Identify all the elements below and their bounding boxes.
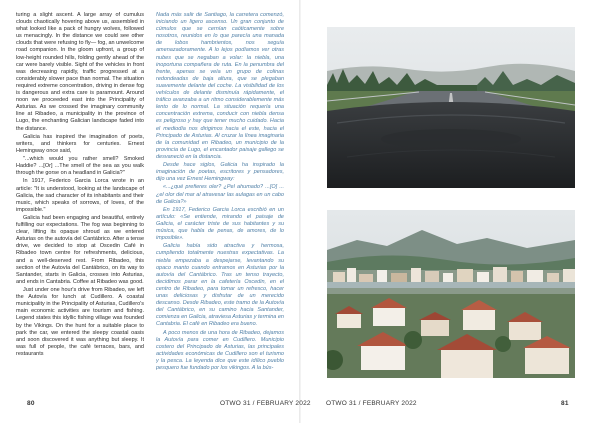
masthead-right: OTWO 31 / FEBRUARY 2022 xyxy=(326,400,417,407)
es-paragraph: En 1917, Federico Garcia Lorca escribió en un artículo: «Se entiende, mirando el paisaje de Galicia, el carácter triste de sus habitantes y su música, que habla de penas, de amores, de lo imposible». xyxy=(156,206,284,242)
photo-coastal-town-hillside xyxy=(327,210,575,378)
page-number-right: 81 xyxy=(561,400,569,407)
es-paragraph: A poco menos de una hora de Ribadeo, dejamos la Autovía para comer en Cudillero. Municipio costero del Principado de Asturias, las principales actividades económicas de Cudillero son el turismo y la pesca. La leyenda dice que este idílico pueblo pesquero fue fundado por los vikingos. A la bús- xyxy=(156,329,284,372)
en-paragraph: Galicia has inspired the imagination of poets, writers, and thinkers for centuries. Ernest Hemingway once said, xyxy=(16,133,144,154)
es-paragraph: «...¿qué prefieres oler? ¿Pel ahumado? ...[O] ...¿el olor del mar al atravesar las aulagas en un cabo de Galicia?» xyxy=(156,184,284,205)
en-paragraph: Galicia had been engaging and beautiful, entirely fulfilling our expectations. The fog was beginning to clear, lifting its opaque shroud as we entered Asturias on the autovía del Cantábrico. After a tense drive, we decided to stop at Oscedin Café in Ribadeo town centre for refreshments, delicious, and a well-deserved rest. From Ribadeo, this section of the Autovía del Cantábrico, on its way to Santander, starts in Galicia, crosses into Asturias, and ends in Cantabria. Coffee at Ribadeo was good. xyxy=(16,215,144,285)
es-paragraph: Nada más salir de Santiago, la carretera comenzó, iniciando un ligero ascenso. Un gran conjunto de cúmulos que se cernían caóticamente sobre nosotros, reunidos en lo que parecía una manada de lobos hambrientos, nos seguía amenazadoramente. A lo lejos podíamos ver otras nubes que se negaban a volar: la niebla, una inoportuna compañera de ruta. En la penumbra del frente, apenas se veía un grupo de colinas redondeadas de baja altura, que se plegaban suavemente delante del coche. La visibilidad de los vehículos de delante disminuía rápidamente, el tráfico avanzaba a un ritmo considerablemente más lento de lo normal. La situación requería una concentración extrema, conducir con niebla densa es peligroso y hay que tener mucho cuidado. Hacia el mediodía nos dirigimos hacia el este, hacia el Principado de Asturias. Al cruzar la línea imaginaria de la comunidad en Ribadeo, un municipio de la provincia de Lugo, el encantador paisaje gallego se desvaneció en la distancia. xyxy=(156,12,284,160)
masthead-left: OTWO 31 / FEBRUARY 2022 xyxy=(220,400,311,407)
es-paragraph: Desde hace siglos, Galicia ha inspirado la imaginación de poetas, escritores y pensadores, dijo una vez Ernest Hemingway: xyxy=(156,162,284,183)
page-number-left: 80 xyxy=(27,400,35,407)
en-paragraph: Just under one hour's drive from Ribadeo, we left the Autovía for lunch at Cudillero. A coastal municipality in the Principality of Asturias, Cudillero's main economic activities are tourism and fishing. Legend states this idyllic fishing village was founded by the Vikings. On the hunt for a suitable place to park the car, we entered the sleepy coastal oasis and soon discovered it was anything but sleepy. It was full of people, the café terraces, bars, and restaurants xyxy=(16,287,144,357)
es-paragraph: Galicia había sido atractiva y hermosa, cumpliendo totalmente nuestras expectativas. La niebla empezaba a despejarse, levantando su opaco manto cuando entramos en Asturias por la autovía del Cantábrico. Tras un tenso trayecto, decidimos parar en la cafetería Oscedin, en el centro de Ribadeo, para tomar un refresco, hacer unas deliciosas y disfrutar de un merecido descanso. Desde Ribadeo, este tramo de la Autovía del Cantábrico, en su camino hacia Santander, comienza en Galicia, atraviesa Asturias y termina en Cantabria. El café en Ribadeo era bueno. xyxy=(156,243,284,328)
en-paragraph: In 1917, Federico Garcia Lorca wrote in an article: "It is understood, looking at the landscape of Galicia, the sad character of its inhabitants and their music, which speaks of sorrows, of loves, of the impossible." xyxy=(16,178,144,213)
spanish-column xyxy=(156,12,284,398)
page-gutter xyxy=(299,0,301,423)
english-column xyxy=(16,12,144,398)
en-paragraph: turing a slight ascent. A large array of cumulus clouds chaotically hovering above us, assembled in what looked like a pack of hungry wolves, followed us menacingly. In the distance we could see other clouds that were refusing to fly— fog, an unwelcome road companion. In the gloom upfront, a group of low-height rounded hills, folding gently ahead of the car were barely visible. Sight of the vehicles in front was decreasing rapidly, traffic progressed at a considerably slower pace than normal. The situation required extreme concentration, driving in dense fog is dangerous and extra care is paramount. Around noon we proceeded east into the Principality of Asturias. As we crossed the imaginary community line at Ribadeo, a municipality in the province of Lugo, the enchanting Galician landscape faded into the distance. xyxy=(16,12,144,132)
en-paragraph: "...which would you rather smell? Smoked Haddie? ...[Or] ...The smell of the sea as you walk through the gorse on a headland in Galicia?" xyxy=(16,156,144,177)
photo-dashboard-road-in-fog xyxy=(327,27,575,188)
